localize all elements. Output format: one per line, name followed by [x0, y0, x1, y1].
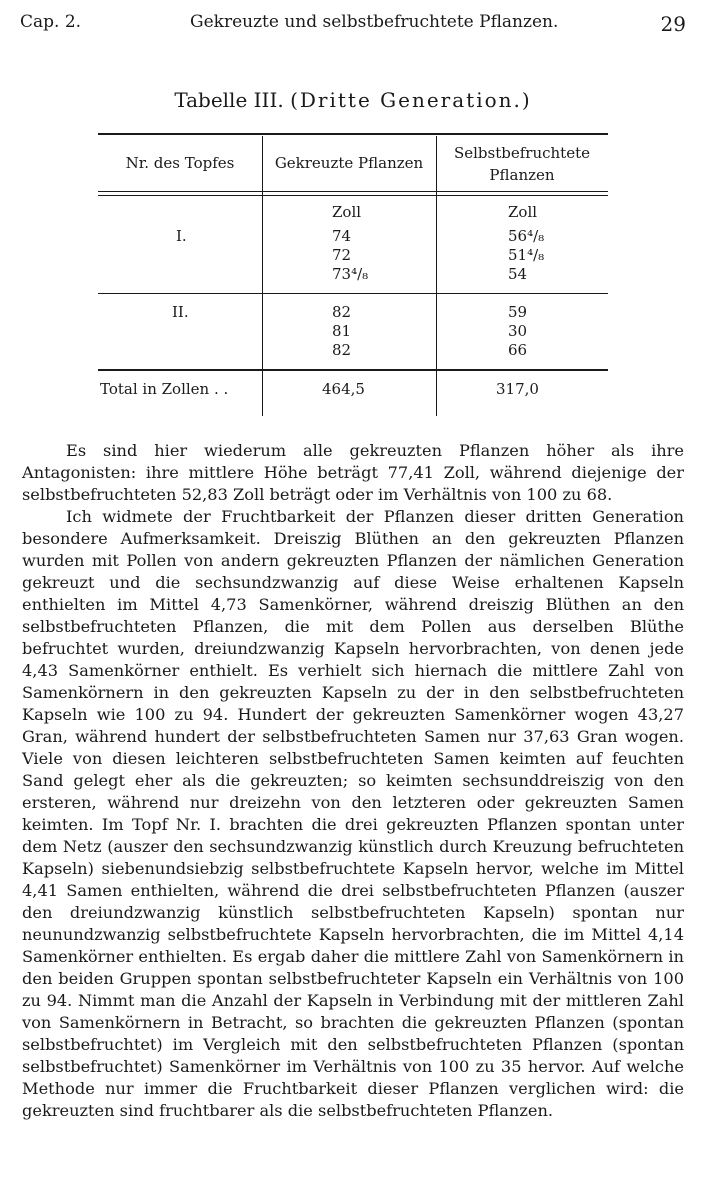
header-self-line-1: Selbstbefruchtete — [453, 144, 590, 162]
unit-crossed: Zoll — [332, 203, 362, 221]
unit-self: Zoll — [508, 203, 538, 221]
chapter-label: Cap. 2. — [20, 12, 82, 32]
total-crossed: 464,5 — [322, 380, 365, 398]
table-header-rule — [98, 191, 608, 192]
paragraph: Es sind hier wiederum alle gekreuzten Pflanzen höher als ihre Antagonisten: ihre mittlere Höhe beträgt 77,41 Zoll, während diejenige der selbstbefruchteten 52,83 Zoll beträgt oder im Verhältnis von 100 zu 68. — [22, 441, 684, 504]
page-number: 29 — [660, 12, 686, 36]
header-self-fertilised-plants — [436, 142, 608, 186]
table-vline-1 — [262, 136, 263, 416]
total-self: 317,0 — [496, 380, 539, 398]
table-total-rule — [98, 369, 608, 371]
running-title: Gekreuzte und selbstbefruchtete Pflanzen. — [190, 12, 559, 32]
self-value: 54 — [508, 265, 528, 283]
pot-label: II. — [172, 303, 189, 321]
running-head — [20, 12, 686, 36]
total-label: Total in Zollen . . — [100, 380, 229, 398]
header-pot-number: Nr. des Topfes — [125, 154, 235, 172]
table-group-rule — [98, 293, 608, 294]
table-top-rule — [98, 133, 608, 135]
crossed-value: 82 — [332, 303, 352, 321]
header-self-line-2: Pflanzen — [489, 166, 555, 184]
table-title-sub: (Dritte Generation.) — [290, 88, 532, 112]
crossed-value: 73⁴/₈ — [332, 265, 369, 283]
crossed-value: 82 — [332, 341, 352, 359]
self-value: 59 — [508, 303, 528, 321]
self-value: 51⁴/₈ — [508, 246, 545, 264]
crossed-value: 81 — [332, 322, 352, 340]
pot-label: I. — [176, 227, 187, 245]
self-value: 56⁴/₈ — [508, 227, 545, 245]
table-title — [0, 88, 706, 112]
paragraph: Ich widmete der Fruchtbarkeit der Pflanzen dieser dritten Generation besondere Aufmerksamkeit. Dreiszig Blüthen an den gekreuzten Pflanzen wurden mit Pollen von andern gekreuzten Pflanzen der nämlichen Generation gekreuzt und die sechsundzwanzig auf diese Weise erhaltenen Kapseln enthielten im Mittel 4,73 Samenkörner, während dreiszig Blüthen an den selbstbefruchteten Pflanzen, die mit dem Pollen aus derselben Blüthe befruchtet wurden, dreiundzwanzig Kapseln hervorbrachten, von denen jede 4,43 Samenkörner enthielt. Es verhielt sich hiernach die mittlere Zahl von Samenkörnern in den gekreuzten Kapseln zu der in den selbstbefruchteten Kapseln wie 100 zu 94. Hundert der gekreuzten Samenkörner wogen 43,27 Gran, während hundert der selbstbefruchteten Samen nur 37,63 Gran wogen. Viele von diesen leichteren selbstbefruchteten Samen keimten auf feuchten Sand gelegt eher als die gekreuzten; so keimten sechsunddreiszig von den ersteren, während nur dreizehn von den letzteren oder gekreuzten Samen keimten. Im Topf Nr. I. brachten die drei gekreuzten Pflanzen spontan unter dem Netz (auszer den sechsundzwanzig künstlich durch Kreuzung befruchteten Kapseln) siebenundsiebzig selbstbefruchtete Kapseln hervor, welche im Mittel 4,41 Samen enthielten, während die drei selbstbefruchteten Pflanzen (auszer den dreiundzwanzig künstlich selbstbefruchteten Kapseln) spontan nur neunundzwanzig selbstbefruchtete Kapseln hervorbrachten, die im Mittel 4,14 Samenkörner enthielten. Es ergab daher die mittlere Zahl von Samenkörnern in den beiden Gruppen spontan selbstbefruchteter Kapseln ein Verhältnis von 100 zu 94. Nimmt man die Anzahl der Kapseln in Verbindung mit der mittleren Zahl von Samenkörnern in Betracht, so brachten die gekreuzten Pflanzen (spontan selbstbefruchtet) im Vergleich mit den selbstbefruchteten Pflanzen (spontan selbstbefruchtet) Samenkörner im Verhältnis von 100 zu 35 hervor. Auf welche Methode nur immer die Fruchtbarkeit dieser Pflanzen verglichen wird: die gekreuzten sind fruchtbarer als die selbstbefruchteten Pflanzen. — [22, 507, 684, 1120]
self-value: 66 — [508, 341, 528, 359]
crossed-value: 72 — [332, 246, 352, 264]
body-text — [22, 440, 684, 1122]
crossed-value: 74 — [332, 227, 352, 245]
table-title-main: Tabelle III. — [174, 88, 284, 112]
self-value: 30 — [508, 322, 528, 340]
header-crossed-plants: Gekreuzte Pflanzen — [274, 154, 424, 172]
table-header-rule-2 — [98, 195, 608, 196]
